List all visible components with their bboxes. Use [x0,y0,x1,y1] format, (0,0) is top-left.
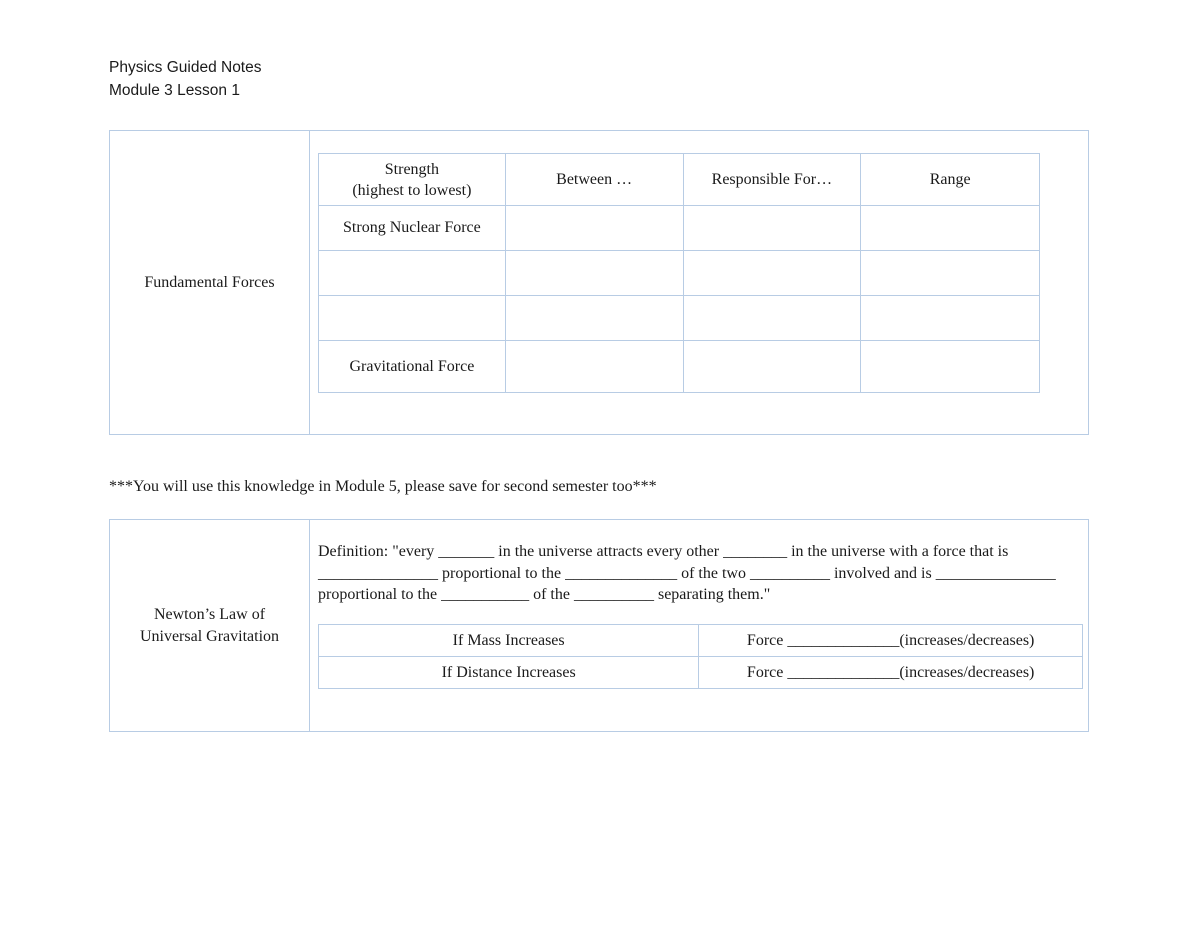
table-row [319,206,1040,251]
force-name-cell[interactable]: Gravitational Force [319,341,506,393]
gravitation-table [318,624,1083,689]
between-cell[interactable] [505,341,683,393]
between-cell[interactable] [505,206,683,251]
responsible-for-cell[interactable] [683,341,861,393]
responsible-for-cell[interactable] [683,251,861,296]
table-row [319,341,1040,393]
reminder-note: ***You will use this knowledge in Module 5, please save for second semester too*** [109,478,657,495]
condition-cell: If Distance Increases [319,657,699,689]
document-title: Physics Guided Notes [109,59,262,76]
gravitation-box [109,519,1089,732]
range-cell[interactable] [861,341,1040,393]
document-subtitle: Module 3 Lesson 1 [109,82,240,99]
range-cell[interactable] [861,206,1040,251]
header-strength-line1: Strength (highest to lowest) [352,160,472,199]
between-cell[interactable] [505,296,683,341]
table-row [319,251,1040,296]
header-between: Between … [505,154,683,206]
table-row [319,625,1083,657]
force-name-cell[interactable] [319,296,506,341]
fundamental-forces-label: Fundamental Forces [144,273,275,291]
fundamental-forces-box [109,130,1089,435]
range-cell[interactable] [861,251,1040,296]
header-strength [319,154,506,206]
document-header [109,56,262,102]
forces-table [318,153,1040,393]
column-divider [309,131,310,434]
condition-cell: If Mass Increases [319,625,699,657]
result-cell[interactable]: Force ______________(increases/decreases) [699,657,1083,689]
range-cell[interactable] [861,296,1040,341]
force-name-cell[interactable] [319,251,506,296]
result-cell[interactable]: Force ______________(increases/decreases) [699,625,1083,657]
between-cell[interactable] [505,251,683,296]
gravitation-label: Newton’s Law of Universal Gravitation [139,605,280,645]
gravitation-definition: Definition: "every _______ in the universe attracts every other ________ in the universe with a force that is _______________ proportional to the ______________ of the two __________ involved and is _______________ proportional to the ___________ of the __________ separating them." [318,543,1056,603]
header-responsible-for: Responsible For… [683,154,861,206]
responsible-for-cell[interactable] [683,206,861,251]
header-range: Range [861,154,1040,206]
column-divider [309,520,310,731]
force-name-cell[interactable]: Strong Nuclear Force [319,206,506,251]
forces-table-header [319,154,1040,206]
responsible-for-cell[interactable] [683,296,861,341]
table-row [319,657,1083,689]
table-row [319,296,1040,341]
